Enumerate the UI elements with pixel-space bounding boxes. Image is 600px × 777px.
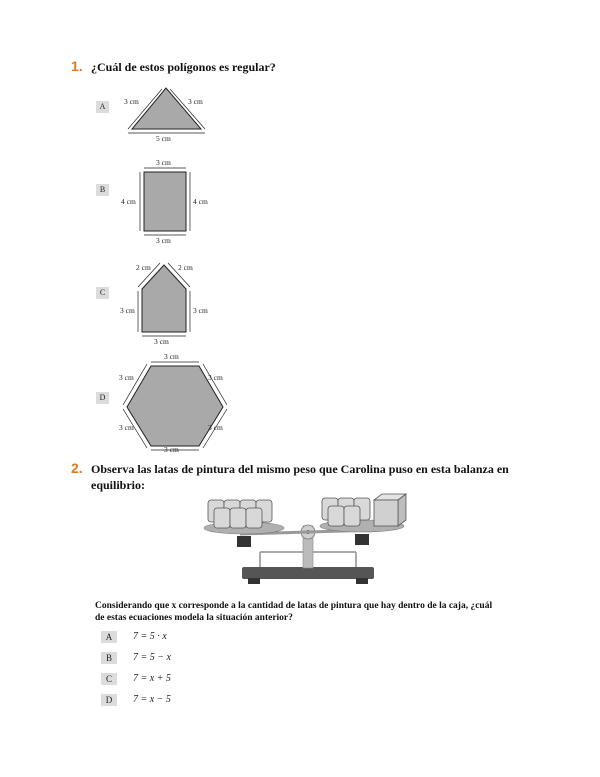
question-2-number: 2. [71, 460, 83, 476]
q2-option-c-equation[interactable]: 7 = x + 5 [133, 673, 171, 684]
q1-option-b-badge[interactable]: B [96, 184, 109, 196]
q1-option-a-badge[interactable]: A [96, 101, 109, 113]
q2-option-a-badge[interactable]: A [101, 631, 117, 643]
question-2-line-1: Observa las latas de pintura del mismo peso que Carolina puso en esta balanza en [91, 462, 509, 476]
hex-upleft-label: 3 cm [119, 373, 134, 382]
q1-option-c-badge[interactable]: C [96, 287, 109, 299]
q2-option-b-equation[interactable]: 7 = 5 − x [133, 652, 171, 663]
rect-right-label: 4 cm [193, 197, 208, 206]
hexagon-shape [116, 350, 236, 454]
q2-option-d-badge[interactable]: D [101, 694, 117, 706]
rect-left-label: 4 cm [121, 197, 136, 206]
q1-option-d-badge[interactable]: D [96, 392, 109, 404]
triangle-shape [118, 85, 213, 145]
pent-upleft-label: 2 cm [136, 263, 151, 272]
question-2-line-2: equilibrio: [91, 478, 146, 492]
pent-right-label: 3 cm [193, 306, 208, 315]
rect-bottom-label: 3 cm [156, 236, 171, 245]
hex-lowleft-label: 3 cm [119, 423, 134, 432]
hex-upright-label: 3 cm [208, 373, 223, 382]
hex-top-label: 3 cm [164, 352, 179, 361]
prompt-line-2: de estas ecuaciones modela la situación anterior? [95, 613, 293, 623]
question-1-text: ¿Cuál de estos polígonos es regular? [91, 60, 276, 74]
pent-upright-label: 2 cm [178, 263, 193, 272]
hex-lowright-label: 3 cm [208, 423, 223, 432]
q2-option-d-equation[interactable]: 7 = x − 5 [133, 694, 171, 705]
question-2-text [91, 461, 561, 493]
pent-bottom-label: 3 cm [154, 337, 169, 346]
tri-base-label: 5 cm [156, 134, 171, 143]
q2-option-b-badge[interactable]: B [101, 652, 117, 664]
pentagon-shape [118, 257, 218, 349]
prompt-line-1: Considerando que x corresponde a la cantidad de latas de pintura que hay dentro de la caja, ¿cuál [95, 601, 493, 611]
tri-right-label: 3 cm [188, 97, 203, 106]
rect-top-label: 3 cm [156, 158, 171, 167]
q2-option-c-badge[interactable]: C [101, 673, 117, 685]
question-2-prompt [95, 600, 555, 624]
hex-bottom-label: 3 cm [164, 445, 179, 454]
balance-scale-illustration [200, 490, 420, 590]
q2-option-a-equation[interactable]: 7 = 5 · x [133, 631, 167, 642]
rectangle-shape [118, 157, 218, 245]
tri-left-label: 3 cm [124, 97, 139, 106]
pent-left-label: 3 cm [120, 306, 135, 315]
question-1-number: 1. [71, 58, 83, 74]
